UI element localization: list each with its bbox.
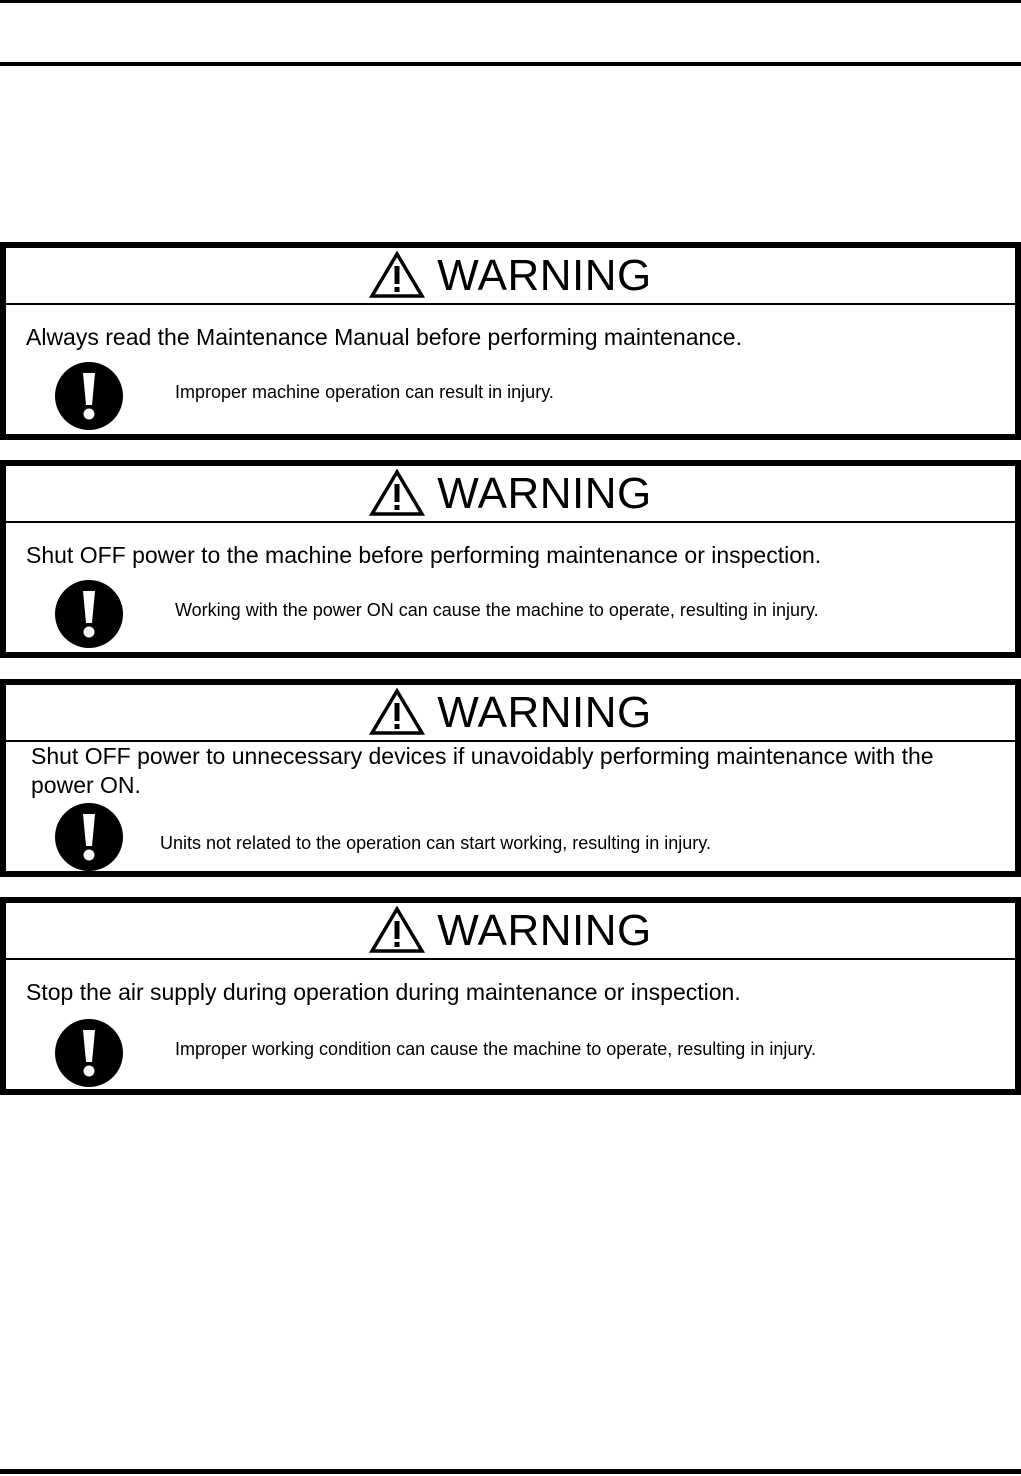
warning-instruction: Always read the Maintenance Manual before performing maintenance. <box>26 324 742 350</box>
warning-triangle-icon <box>369 469 425 517</box>
warning-instruction: Shut OFF power to the machine before performing maintenance or inspection. <box>26 542 822 568</box>
header-rule-thick <box>0 62 1021 66</box>
warning-consequence: Working with the power ON can cause the machine to operate, resulting in injury. <box>175 600 819 620</box>
warning-header <box>6 248 1015 305</box>
warning-heading: WARNING <box>437 687 652 737</box>
warning-triangle-icon <box>369 251 425 299</box>
mandatory-exclamation-icon <box>54 361 124 431</box>
warning-heading: WARNING <box>437 468 652 518</box>
warning-triangle-icon <box>369 906 425 954</box>
warning-box-unnecessary-devices <box>0 679 1021 877</box>
warning-box-maintenance-manual <box>0 242 1021 440</box>
warning-consequence: Improper machine operation can result in injury. <box>175 382 554 402</box>
warning-box-shut-off-power <box>0 460 1021 658</box>
warning-instruction: Stop the air supply during operation during maintenance or inspection. <box>26 979 741 1005</box>
footer-rule <box>0 1469 1021 1474</box>
mandatory-exclamation-icon <box>54 579 124 649</box>
warning-header <box>6 903 1015 960</box>
warning-box-air-supply <box>0 897 1021 1095</box>
warning-instruction: Shut OFF power to unnecessary devices if unavoidably performing maintenance with the power ON. <box>31 743 934 798</box>
mandatory-exclamation-icon <box>54 802 124 872</box>
warning-heading: WARNING <box>437 905 652 955</box>
warning-header <box>6 685 1015 742</box>
warning-consequence: Units not related to the operation can start working, resulting in injury. <box>160 833 711 853</box>
header-rule-thin <box>0 0 1021 3</box>
warning-header <box>6 466 1015 523</box>
warning-consequence: Improper working condition can cause the machine to operate, resulting in injury. <box>175 1039 817 1059</box>
mandatory-exclamation-icon <box>54 1018 124 1088</box>
warning-heading: WARNING <box>437 250 652 300</box>
warning-triangle-icon <box>369 688 425 736</box>
